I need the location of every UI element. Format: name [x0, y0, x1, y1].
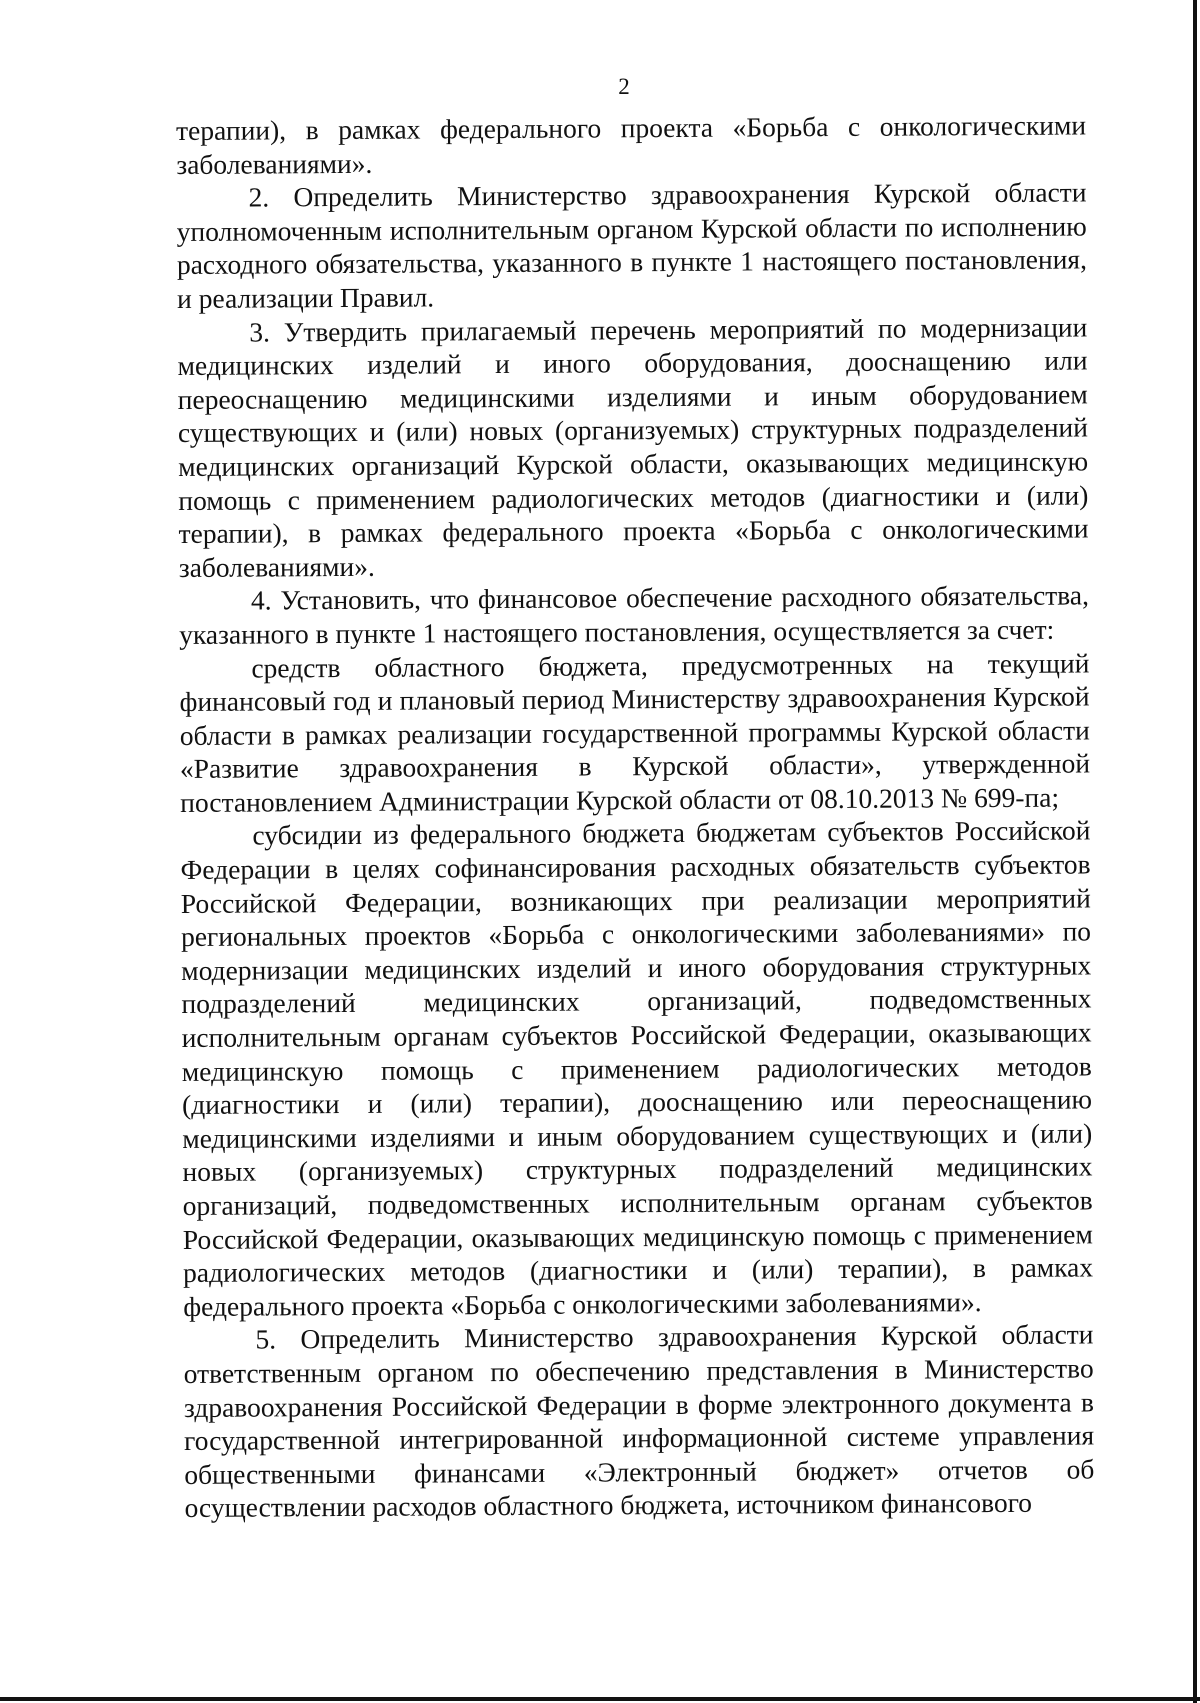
- paragraph-continuation: терапии), в рамках федерального проекта «Борьба с онкологическими заболеваниями».: [176, 109, 1087, 180]
- page-number: 2: [618, 74, 630, 99]
- scan-border-bottom: [0, 1697, 1200, 1701]
- paragraph-item-5: 5. Определить Министерство здравоохранения Курской области ответственным органом по обеспечению представления в Министерство здравоохранения Российской Федерации в форме электронного документа в государственной интегрированной информационной системе управления общественными финансами «Электронный бюджет» отчетов об осуществлении расходов областного бюджета, источником финансового: [183, 1318, 1095, 1524]
- paragraph-item-4: 4. Установить, что финансовое обеспечение расходного обязательства, указанного в пункте 1 настоящего постановления, осуществляется за счет:: [179, 579, 1090, 650]
- paragraph-item-2: 2. Определить Министерство здравоохранения Курской области уполномоченным исполнительным органом Курской области по исполнению расходного обязательства, указанного в пункте 1 настоящего постановления, и реализации Правил.: [176, 176, 1087, 314]
- paragraph-funding-regional: средств областного бюджета, предусмотренных на текущий финансовый год и плановый период Министерству здравоохранения Курской области в рамках реализации государственной программы Курской области «Развитие здравоохранения в Курской области», утвержденной постановлением Администрации Курской области от 08.10.2013 № 699-па;: [179, 646, 1091, 818]
- paragraph-item-3: 3. Утвердить прилагаемый перечень мероприятий по модернизации медицинских изделий и иного оборудования, дооснащению или переоснащению медицинскими изделиями и иным оборудованием существующих и (или) новых (организуемых) структурных подразделений медицинских организаций Курской области, оказывающих медицинскую помощь с применением радиологических методов (диагностики и (или) терапии), в рамках федерального проекта «Борьба с онкологическими заболеваниями».: [177, 310, 1089, 583]
- scan-border-right: [1193, 0, 1197, 1703]
- document-body: [176, 108, 1095, 1524]
- paragraph-funding-federal: субсидии из федерального бюджета бюджетам субъектов Российской Федерации в целях софинансирования расходных обязательств субъектов Российской Федерации, возникающих при реализации мероприятий региональных проектов «Борьба с онкологическими заболеваниями» по модернизации медицинских изделий и иного оборудования структурных подразделений медицинских организаций, подведомственных исполнительным органам субъектов Российской Федерации, оказывающих медицинскую помощь с применением радиологических методов (диагностики и (или) терапии), дооснащению или переоснащению медицинскими изделиями и иным оборудованием существующих и (или) новых (организуемых) структурных подразделений медицинских организаций, подведомственных исполнительным органам субъектов Российской Федерации, оказывающих медицинскую помощь с применением радиологических методов (диагностики и (или) терапии), в рамках федерального проекта «Борьба с онкологическими заболеваниями».: [180, 814, 1094, 1322]
